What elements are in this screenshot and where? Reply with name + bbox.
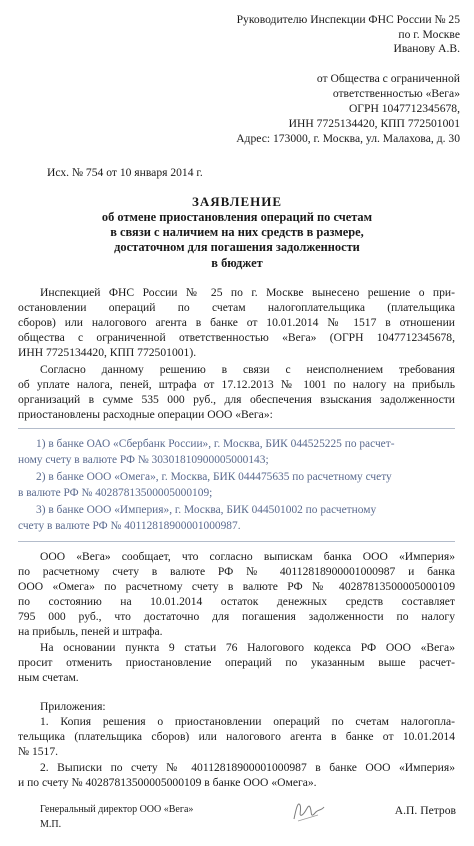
account-line: ному счету в валюте РФ № 30301810900005000143; [18, 454, 269, 466]
signer-name: А.П. Петров [394, 804, 456, 817]
account-line: 2) в банке ООО «Омега», г. Москва, БИК 044475635 по расчетному счету [36, 471, 392, 483]
attachment-line: тельщика (плательщика сборов) или налогового агента в банке от 10.01.2014 [18, 730, 455, 743]
attachment-line: 1. Копия решения о приостановлении операций по счетам налогопла- [40, 715, 455, 728]
attachment-line: № 1517. [18, 745, 59, 758]
sender-line: ИНН 7725134420, КПП 772501001 [288, 117, 460, 130]
paragraph-line: ООО «Вега» сообщает, что согласно выпискам банка ООО «Империя» [40, 550, 455, 563]
sender-line: ОГРН 1047712345678, [348, 102, 460, 115]
account-line: в валюте РФ № 40287813500005000109; [18, 487, 213, 499]
account-line: 3) в банке ООО «Империя», г. Москва, БИК 044501002 по расчетному [36, 504, 377, 516]
addressee-line: Руководителю Инспекции ФНС России № 25 [236, 13, 460, 26]
paragraph-line: 795 000 руб., что достаточно для погашения задолженности по налогу [18, 610, 455, 623]
paragraph-line: просит отменить приостановление операций по указанным выше расчет- [18, 656, 455, 669]
document-title: ЗАЯВЛЕНИЕ [191, 194, 283, 209]
attachment-line: 2. Выписки по счету № 40112818900001000987 в банке ООО «Империя» [40, 761, 455, 774]
document-subtitle: об отмене приостановления операций по счетам [101, 210, 373, 224]
paragraph-line: сборов) или налогового агента в банке от 10.01.2014 № 1517 в отношении [18, 316, 455, 329]
handwritten-signature [288, 795, 328, 825]
attachment-line: и по счету № 40287813500005000109 в банке ООО «Омега». [18, 776, 317, 789]
stamp-place: М.П. [40, 819, 62, 830]
paragraph-line: На основании пункта 9 статьи 76 Налогового кодекса РФ ООО «Вега» [40, 641, 455, 654]
paragraph-line: организаций в сумме 535 000 руб., для обеспечения взыскания задолженности [18, 393, 455, 406]
paragraph-line: ИНН 7725134420, КПП 772501001). [18, 346, 197, 359]
paragraph-line: об уплате налога, пеней, штрафа от 17.12.2013 № 1001 по налогу на прибыль [18, 378, 455, 391]
paragraph-line: на прибыль, пеней и штрафа. [18, 625, 163, 638]
account-line: 1) в банке ОАО «Сбербанк России», г. Москва, БИК 044525225 по расчет- [36, 438, 395, 450]
paragraph-line: остановлении операций по счетам налогоплательщика (плательщика [18, 301, 455, 314]
paragraph-line: ООО «Омега» по расчетному счету в валюте РФ № 40287813500005000109 [18, 580, 455, 593]
sender-line: от Общества с ограниченной [316, 72, 460, 85]
paragraph-line: общества с ограниченной ответственностью «Вега» (ОГРН 1047712345678, [18, 331, 455, 344]
addressee-line: Иванову А.В. [393, 42, 460, 55]
paragraph-line: по состоянию на 10.01.2014 остаток денежных средств составляет [18, 595, 455, 608]
paragraph-line: ным счетам. [18, 671, 79, 684]
signer-position: Генеральный директор ООО «Вега» [40, 804, 194, 815]
paragraph-line: Согласно данному решению в связи с неисполнением требования [40, 363, 455, 376]
sender-line: Адрес: 173000, г. Москва, ул. Малахова, д. 30 [236, 132, 460, 145]
addressee-line: по г. Москве [398, 28, 460, 41]
outgoing-reference: Исх. № 754 от 10 января 2014 г. [47, 166, 203, 179]
document-subtitle: в бюджет [211, 256, 263, 270]
account-line: счету в валюте РФ № 40112818900001000987. [18, 520, 241, 532]
paragraph-line: Инспекцией ФНС России № 25 по г. Москве вынесено решение о при- [40, 286, 455, 299]
document-subtitle: достаточном для погашения задолженности [114, 240, 360, 254]
paragraph-line: приостановлены расходные операции ООО «Вега»: [18, 408, 273, 421]
sender-line: ответственностью «Вега» [332, 87, 460, 100]
paragraph-line: по расчетному счету в валюте РФ № 40112818900001000987 и банка [18, 565, 455, 578]
document-subtitle: в связи с наличием на них средств в размере, [110, 225, 364, 239]
attachments-heading: Приложения: [40, 700, 106, 713]
